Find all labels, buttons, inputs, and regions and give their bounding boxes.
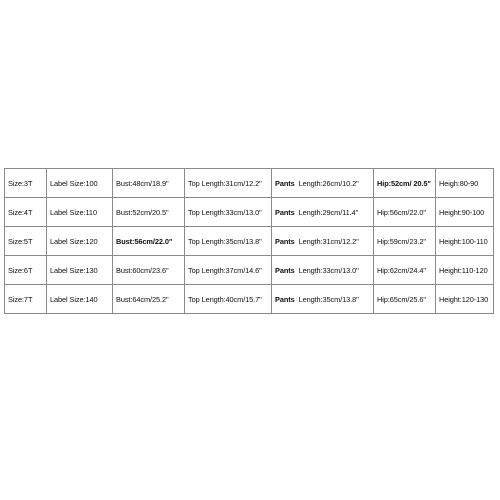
pants-length-value: Length:33cm/13.0" [298,265,359,275]
pants-length-value: Length:35cm/13.8" [298,294,359,304]
hip-cell: Hip:65cm/25.6" [374,285,436,314]
label-size-cell: Label Size:120 [47,227,113,256]
label-size-cell: Label Size:110 [47,198,113,227]
pants-length-value: Length:26cm/10.2" [298,178,359,188]
table-row [5,227,494,256]
pants-length-cell [272,198,374,227]
hip-cell: Hip:56cm/22.0" [374,198,436,227]
size-cell: Size:4T [5,198,47,227]
hip-cell: Hip:62cm/24.4" [374,256,436,285]
top-length-cell: Top Length:37cm/14.6" [185,256,272,285]
bust-cell: Bust:60cm/23.6" [113,256,185,285]
hip-cell: Hip:59cm/23.2" [374,227,436,256]
pants-label: Pants [275,294,295,304]
pants-length-value: Length:29cm/11.4" [298,207,359,217]
pants-label: Pants [275,265,295,275]
pants-length-cell [272,256,374,285]
top-length-cell: Top Length:35cm/13.8" [185,227,272,256]
table-row [5,285,494,314]
bust-cell: Bust:64cm/25.2" [113,285,185,314]
height-cell: Height:110-120 [436,256,494,285]
pants-length-cell [272,169,374,198]
table-row [5,198,494,227]
pants-label: Pants [275,207,295,217]
label-size-cell: Label Size:140 [47,285,113,314]
height-cell: Height:120-130 [436,285,494,314]
table-row [5,169,494,198]
pants-label: Pants [275,236,295,246]
size-cell: Size:7T [5,285,47,314]
bust-value: Bust:56cm/22.0" [116,236,173,246]
pants-length-value: Length:31cm/12.2" [298,236,359,246]
pants-label: Pants [275,178,295,188]
pants-length-cell [272,227,374,256]
pants-length-cell [272,285,374,314]
bust-cell: Bust:48cm/18.9" [113,169,185,198]
label-size-cell: Label Size:130 [47,256,113,285]
label-size-cell: Label Size:100 [47,169,113,198]
table-row [5,256,494,285]
size-chart-table [4,168,494,314]
height-cell: Heigh:80-90 [436,169,494,198]
size-cell: Size:3T [5,169,47,198]
bust-cell: Bust:52cm/20.5" [113,198,185,227]
hip-cell [374,169,436,198]
height-cell: Height:90-100 [436,198,494,227]
hip-value: Hip:52cm/ 20.5" [377,178,431,188]
height-cell: Height:100-110 [436,227,494,256]
top-length-cell: Top Length:31cm/12.2" [185,169,272,198]
top-length-cell: Top Length:33cm/13.0" [185,198,272,227]
size-cell: Size:6T [5,256,47,285]
size-cell: Size:5T [5,227,47,256]
bust-cell [113,227,185,256]
top-length-cell: Top Length:40cm/15.7" [185,285,272,314]
